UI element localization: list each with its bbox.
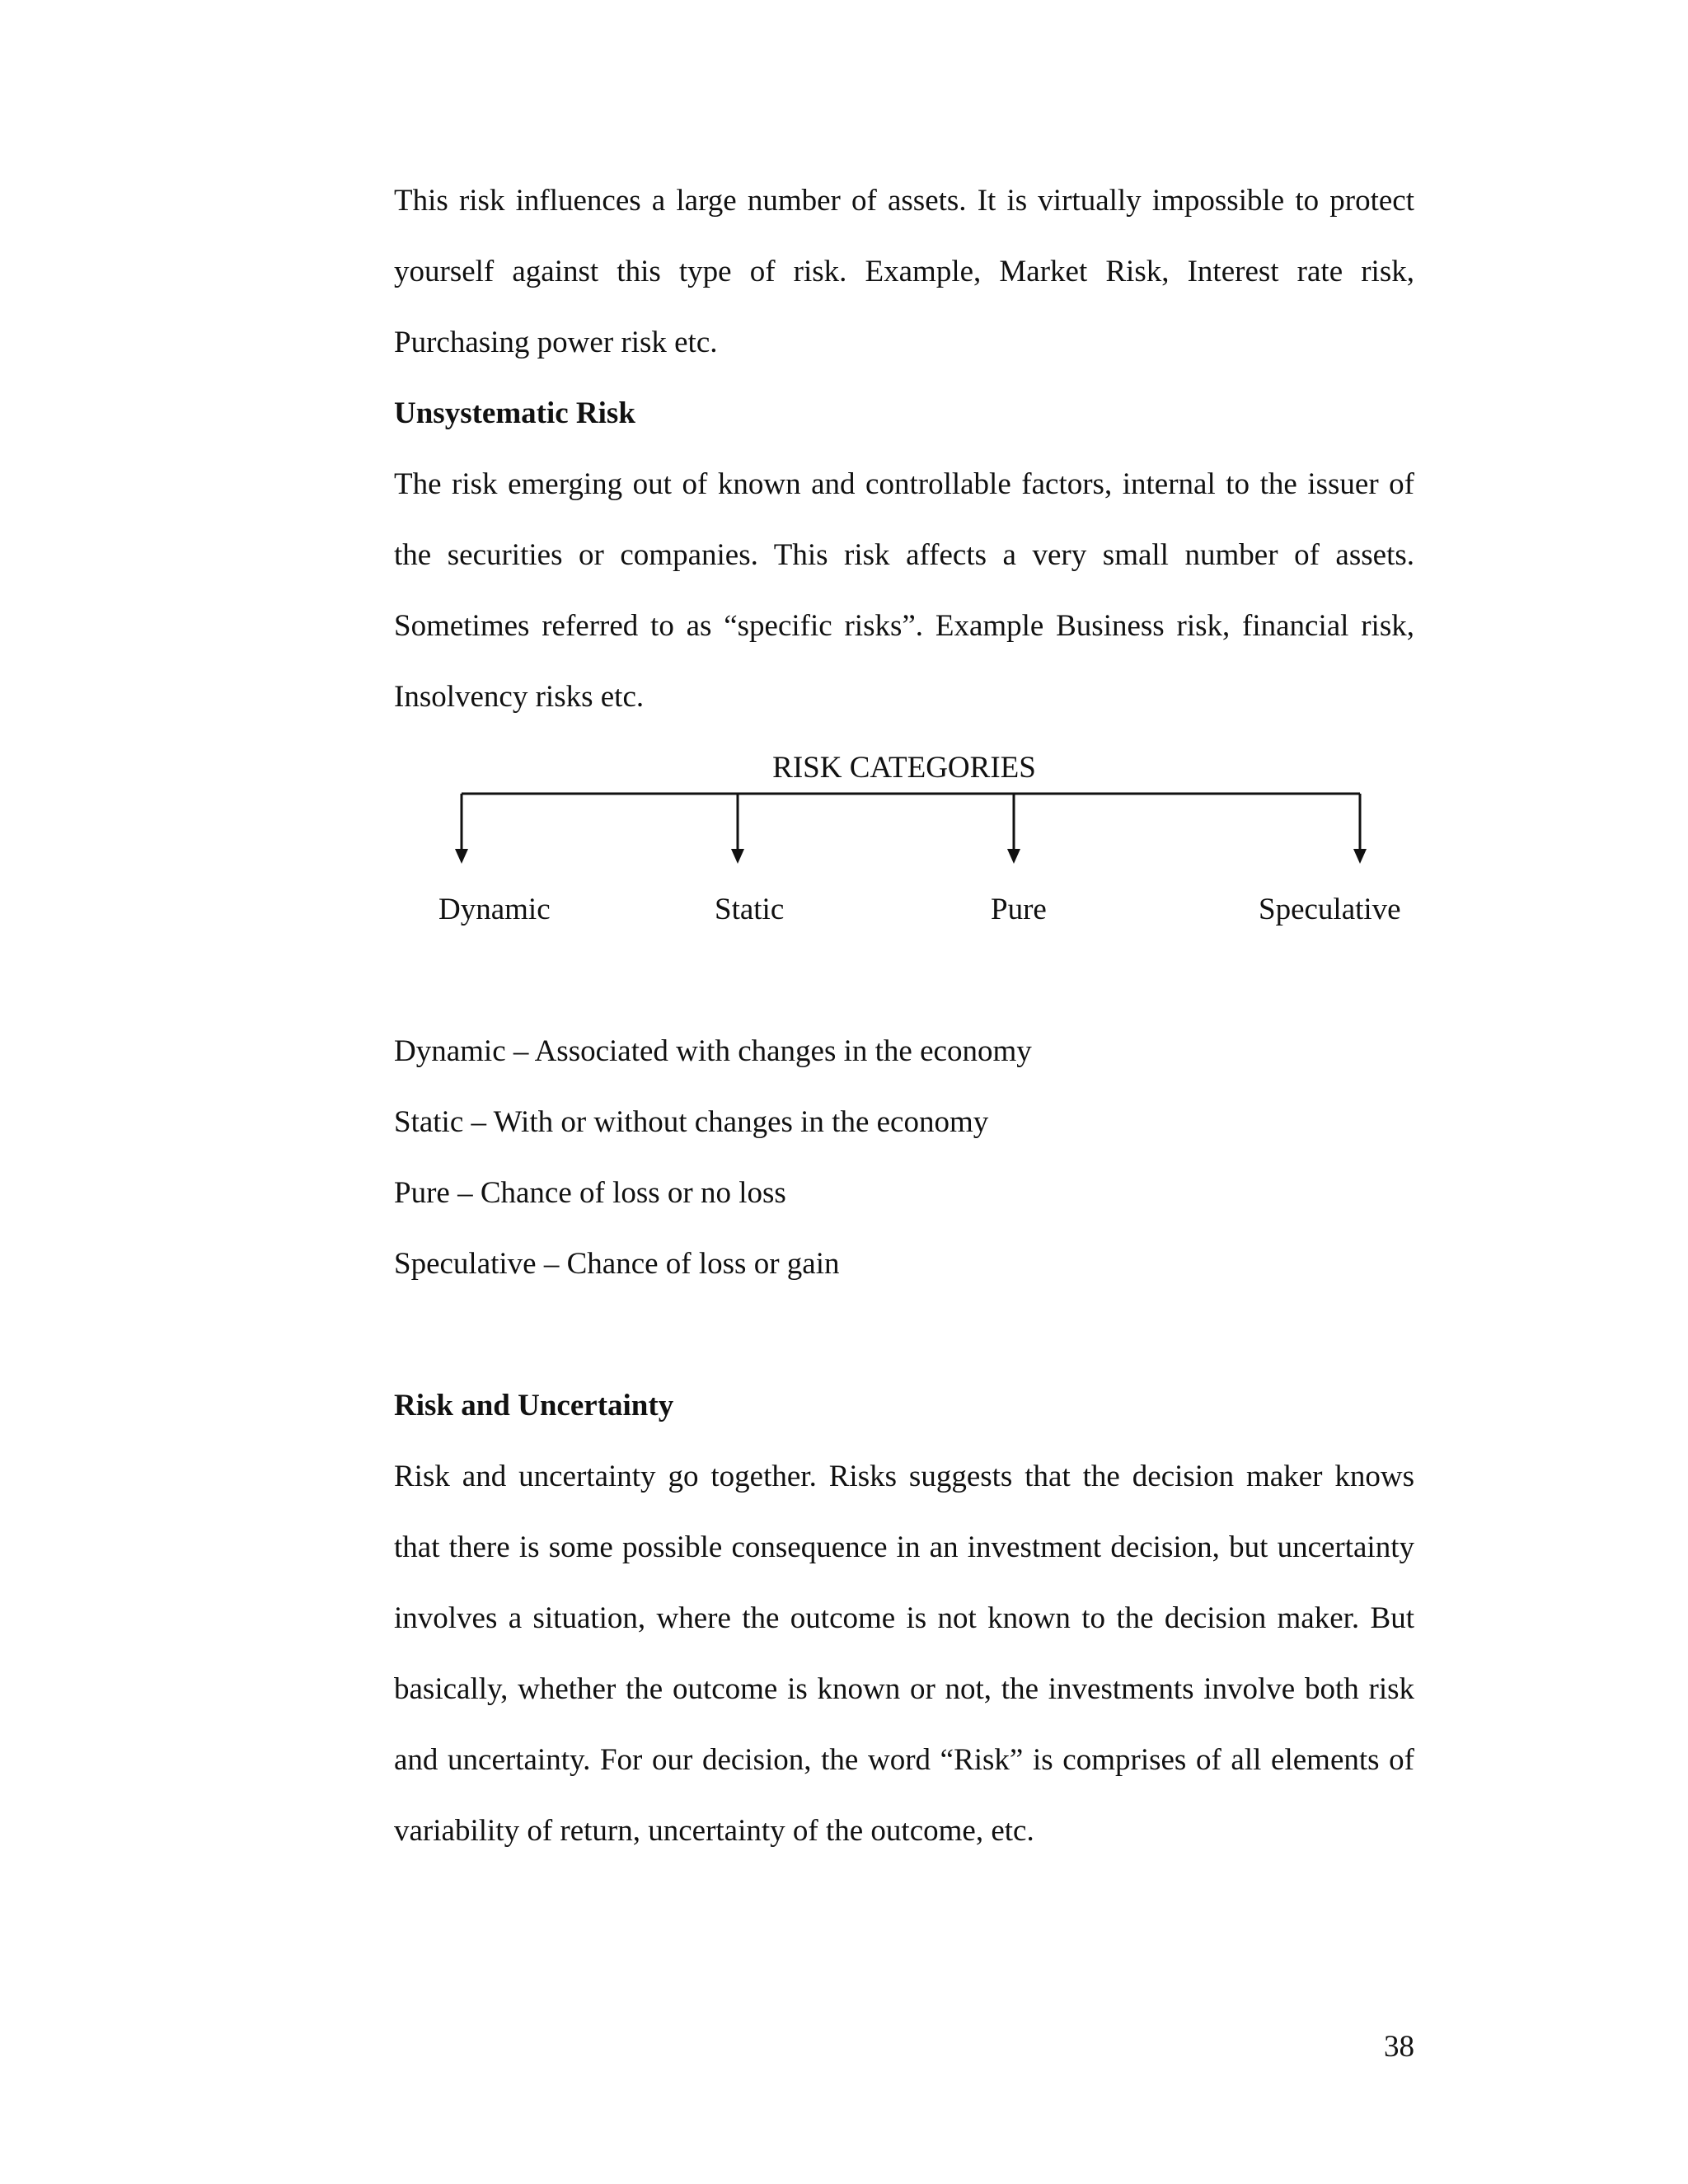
definition-pure: Pure – Chance of loss or no loss <box>394 1176 786 1210</box>
category-pure: Pure <box>991 893 1047 926</box>
page-number: 38 <box>1384 2030 1414 2064</box>
intro-line-1: This risk influences a large number of assets. It is virtually impossible to protect <box>394 184 1414 218</box>
diagram-title: RISK CATEGORIES <box>772 751 1036 785</box>
uncertainty-line-3: involves a situation, where the outcome is not known to the decision maker. But <box>394 1601 1414 1635</box>
uncertainty-line-6: variability of return, uncertainty of the outcome, etc. <box>394 1814 1034 1848</box>
intro-line-2: yourself against this type of risk. Example, Market Risk, Interest rate risk, <box>394 255 1414 288</box>
definition-speculative: Speculative – Chance of loss or gain <box>394 1247 840 1281</box>
definition-static: Static – With or without changes in the economy <box>394 1105 989 1139</box>
unsystematic-line-1: The risk emerging out of known and controllable factors, internal to the issuer of <box>394 467 1414 501</box>
category-dynamic: Dynamic <box>438 893 551 926</box>
uncertainty-line-1: Risk and uncertainty go together. Risks suggests that the decision maker knows <box>394 1460 1414 1493</box>
unsystematic-line-2: the securities or companies. This risk affects a very small number of assets. <box>394 538 1414 572</box>
category-static: Static <box>715 893 785 926</box>
uncertainty-heading: Risk and Uncertainty <box>394 1389 674 1422</box>
uncertainty-line-4: basically, whether the outcome is known or not, the investments involve both risk <box>394 1672 1414 1706</box>
category-speculative: Speculative <box>1259 893 1401 926</box>
intro-line-3: Purchasing power risk etc. <box>394 326 718 359</box>
definition-dynamic: Dynamic – Associated with changes in the economy <box>394 1034 1032 1068</box>
uncertainty-line-5: and uncertainty. For our decision, the word “Risk” is comprises of all elements of <box>394 1743 1414 1777</box>
arrowhead-speculative <box>1353 849 1367 864</box>
uncertainty-line-2: that there is some possible consequence in an investment decision, but uncertainty <box>394 1530 1414 1564</box>
unsystematic-line-4: Insolvency risks etc. <box>394 680 645 714</box>
arrowhead-static <box>731 849 744 864</box>
unsystematic-heading: Unsystematic Risk <box>394 396 635 430</box>
arrowhead-dynamic <box>455 849 468 864</box>
arrowhead-pure <box>1007 849 1020 864</box>
unsystematic-line-3: Sometimes referred to as “specific risks”. Example Business risk, financial risk, <box>394 609 1414 643</box>
